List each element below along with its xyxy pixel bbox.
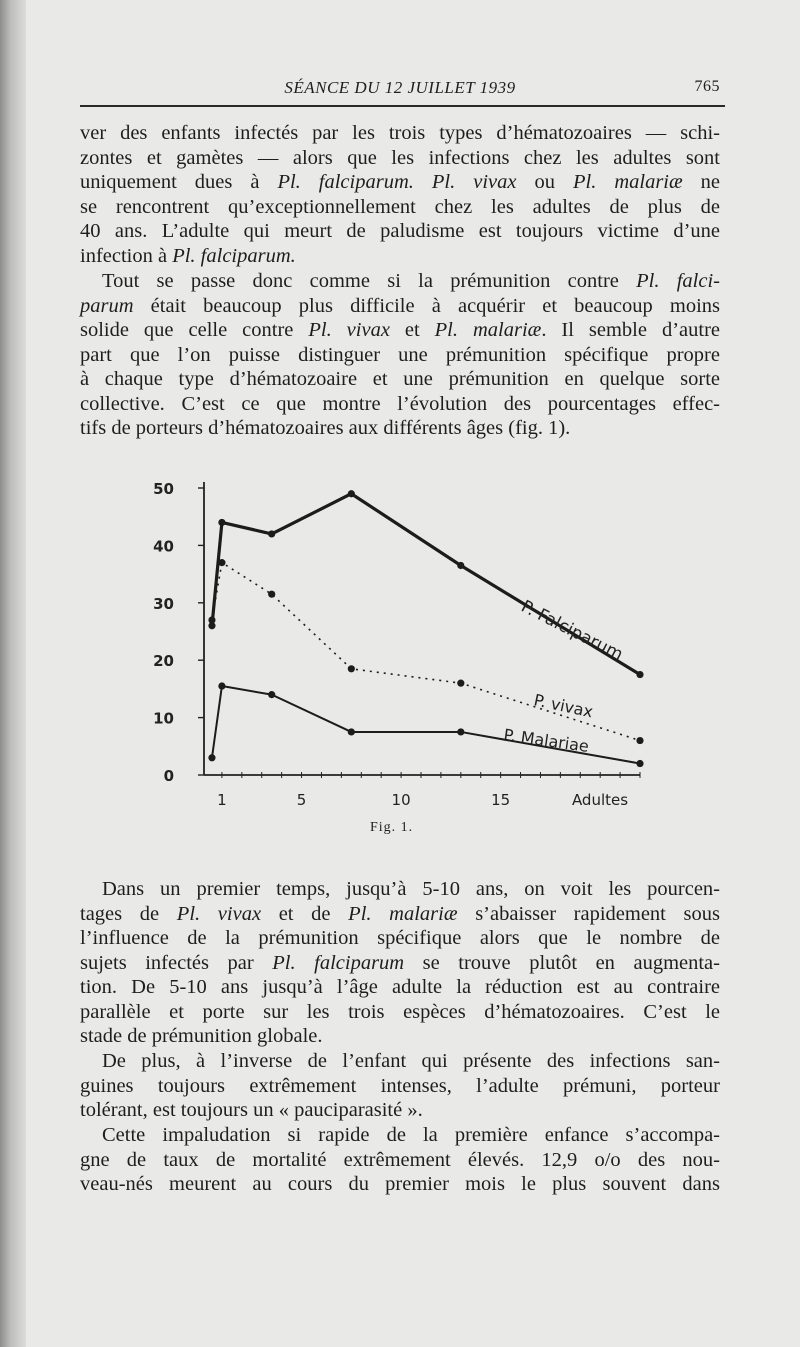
text-line: [80, 170, 720, 195]
text-line: [80, 902, 720, 927]
data-point: [636, 760, 643, 767]
text-segment: solide que celle contre: [80, 319, 309, 341]
text-segment: collective. C’est ce que montre l’évolution des pourcentages effec-: [80, 392, 720, 415]
data-point: [636, 671, 643, 678]
text-line: [80, 416, 720, 441]
text-line: [80, 195, 720, 220]
text-segment: sujets infectés par: [80, 951, 273, 974]
series-label: P. vivax: [532, 690, 595, 722]
text-line: [80, 294, 720, 319]
text-line: [80, 219, 720, 244]
page-number: 765: [694, 78, 720, 95]
data-point: [268, 530, 275, 537]
text-segment: l’influence de la prémunition spécifique alors que le nombre de: [80, 927, 720, 949]
header-title: SÉANCE DU 12 JUILLET 1939: [284, 78, 516, 97]
chart-series-labels: [502, 597, 626, 756]
x-tick-label: Adultes: [571, 791, 629, 809]
text-segment: Pl. falciparum.: [172, 244, 296, 267]
text-line: [80, 1148, 720, 1173]
text-segment: gne de taux de mortalité extrêmement élevés. 12,9 o/o des nou-: [80, 1148, 720, 1171]
text-segment: à chaque type d’hématozoaire et une prémunition en quelque sorte: [80, 368, 720, 390]
data-point: [208, 754, 215, 761]
text-line: [80, 269, 720, 294]
text-segment: Dans un premier temps, jusqu’à 5-10 ans, on voit les pourcen-: [102, 878, 720, 900]
text-line: [80, 1074, 720, 1099]
data-point: [457, 562, 464, 569]
text-segment: parallèle et porte sur les trois espèces d’hématozoaires. C’est le: [80, 1000, 720, 1023]
text-segment: infection à: [80, 244, 173, 267]
text-segment: uniquement dues à: [80, 171, 278, 193]
running-header: [80, 72, 720, 102]
text-segment: Cette impaludation si rapide de la première enfance s’accompa-: [102, 1124, 720, 1146]
data-point: [348, 665, 355, 672]
data-point: [348, 728, 355, 735]
figure-caption: Fig. 1.: [370, 820, 414, 835]
text-segment: se rencontrent qu’exceptionnellement chez les adultes de plus de: [80, 195, 720, 218]
paragraph-4: [80, 1049, 720, 1123]
x-tick-label: 1: [217, 791, 227, 809]
data-point: [218, 559, 225, 566]
y-tick-label: 20: [153, 652, 174, 671]
data-point: [218, 682, 225, 689]
text-segment: Pl. falci-: [636, 270, 720, 292]
y-tick-label: 50: [153, 480, 174, 498]
x-tick-label: 10: [391, 791, 411, 809]
text-line: [80, 1000, 720, 1025]
y-tick-label: 40: [153, 537, 174, 556]
y-tick-label: 30: [153, 594, 174, 613]
text-segment: se trouve plutôt en augmenta-: [404, 951, 720, 974]
text-line: [80, 951, 720, 976]
text-segment: ver des enfants infectés par les trois types d’hématozoaires — schi-: [80, 122, 720, 144]
text-segment: Tout se passe donc comme si la prémunition contre: [102, 270, 637, 292]
text-line: [80, 318, 720, 343]
text-line: [80, 121, 720, 146]
text-line: [80, 1024, 720, 1049]
text-line: [80, 1123, 720, 1148]
text-line: [80, 392, 720, 417]
text-segment: et de: [261, 902, 349, 925]
text-line: [80, 367, 720, 392]
text-segment: tolérant, est toujours un « pauciparasité ».: [80, 1099, 423, 1121]
text-line: [80, 343, 720, 368]
text-segment: Pl. malariæ: [572, 171, 683, 193]
text-segment: guines toujours extrêmement intenses, l’adulte prémuni, porteur: [80, 1074, 720, 1097]
text-segment: Pl. falciparum.: [277, 171, 414, 193]
text-segment: stade de prémunition globale.: [80, 1025, 323, 1047]
text-segment: s’abaisser rapidement sous: [457, 902, 720, 925]
data-point: [636, 737, 643, 744]
text-line: [80, 975, 720, 1000]
data-point: [208, 616, 215, 623]
series-label: P. Falciparum: [517, 596, 627, 666]
text-line: [80, 877, 720, 902]
text-segment: était beaucoup plus difficile à acquérir et beaucoup moins: [133, 294, 720, 317]
y-tick-label: 10: [153, 709, 174, 728]
text-line: [80, 1172, 720, 1197]
text-segment: tages de: [80, 902, 177, 925]
data-point: [457, 728, 464, 735]
text-segment: [414, 171, 432, 193]
text-segment: Pl. falciparum: [272, 951, 405, 974]
text-segment: parum: [80, 294, 134, 317]
data-point: [268, 691, 275, 698]
data-point: [268, 591, 275, 598]
text-segment: tion. De 5-10 ans jusqu’à l’âge adulte la réduction est au contraire: [80, 976, 720, 998]
paragraph-2: [80, 269, 720, 441]
header-rule: [80, 105, 725, 107]
text-segment: ou: [516, 171, 573, 193]
text-segment: part que l’on puisse distinguer une prémunition spécifique propre: [80, 343, 720, 366]
series-label: P. Malariae: [502, 725, 591, 756]
text-line: [80, 1049, 720, 1074]
text-line: [80, 244, 720, 269]
text-segment: Pl. vivax: [431, 171, 517, 193]
text-line: [80, 926, 720, 951]
x-tick-label: 15: [491, 791, 511, 809]
data-point: [457, 680, 464, 687]
text-segment: zontes et gamètes — alors que les infections chez les adultes sont: [80, 146, 720, 169]
x-tick-label: 5: [296, 791, 307, 809]
text-line: [80, 1098, 720, 1123]
text-segment: veau-nés meurent au cours du premier mois le plus souvent dans: [80, 1173, 720, 1195]
text-segment: tifs de porteurs d’hématozoaires aux différents âges (fig. 1).: [80, 417, 571, 439]
text-segment: Pl. malariæ: [434, 319, 542, 341]
paragraph-3: [80, 877, 720, 1049]
chart-ticks: [153, 480, 640, 809]
paragraph-5: [80, 1123, 720, 1197]
text-segment: Pl. malariæ: [348, 902, 458, 925]
text-segment: . Il semble d’autre: [541, 319, 720, 341]
text-segment: De plus, à l’inverse de l’enfant qui présente des infections san-: [102, 1050, 720, 1072]
figure-1-chart: [0, 470, 800, 815]
text-segment: 40 ans. L’adulte qui meurt de paludisme est toujours victime d’une: [80, 220, 720, 242]
data-point: [218, 519, 225, 526]
paragraph-1: [80, 121, 720, 268]
text-segment: Pl. vivax: [176, 902, 262, 925]
data-point: [348, 490, 355, 497]
text-line: [80, 146, 720, 171]
text-segment: Pl. vivax: [308, 319, 390, 341]
text-segment: ne: [682, 171, 721, 193]
series-line-0: [212, 494, 640, 675]
y-tick-label: 0: [163, 767, 174, 785]
text-segment: et: [389, 319, 435, 341]
